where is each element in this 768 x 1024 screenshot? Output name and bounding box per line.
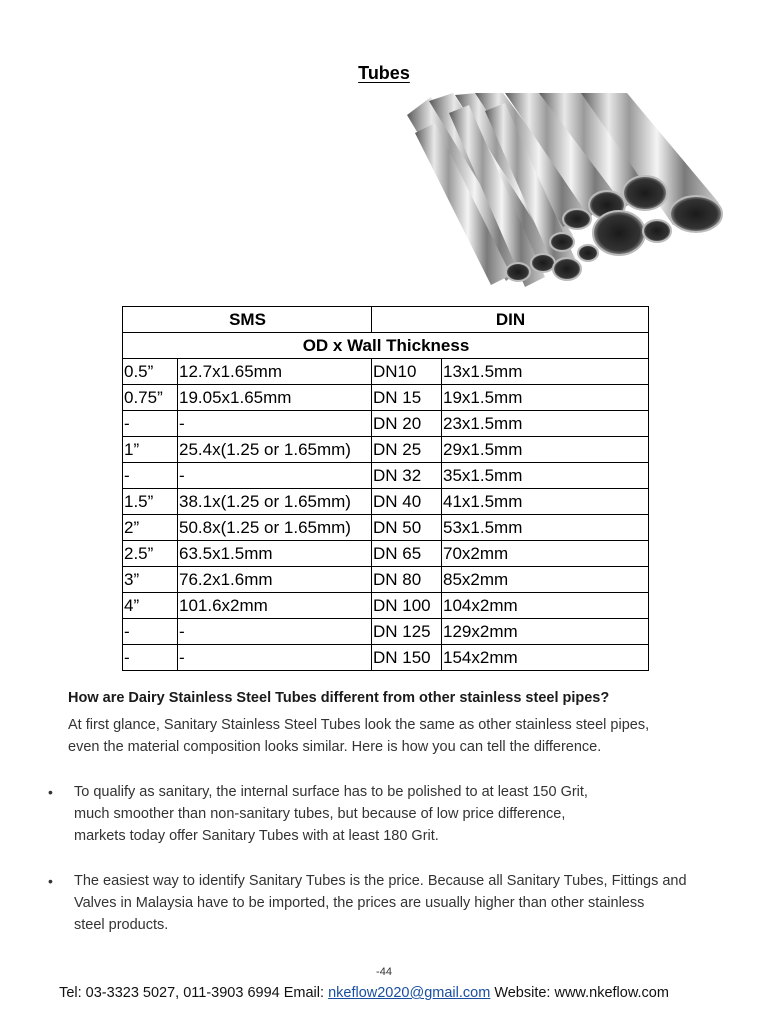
sms-size-cell: - [123, 411, 178, 437]
sms-od-wall-cell: 38.1x(1.25 or 1.65mm) [178, 489, 372, 515]
din-size-cell: DN 32 [372, 463, 442, 489]
sms-od-wall-cell: 12.7x1.65mm [178, 359, 372, 385]
sms-od-wall-cell: - [178, 619, 372, 645]
din-size-cell: DN 80 [372, 567, 442, 593]
din-size-cell: DN 100 [372, 593, 442, 619]
sms-od-wall-cell: - [178, 411, 372, 437]
sms-od-wall-cell: 25.4x(1.25 or 1.65mm) [178, 437, 372, 463]
table-row [123, 619, 649, 645]
din-od-wall-cell: 23x1.5mm [442, 411, 649, 437]
din-od-wall-cell: 154x2mm [442, 645, 649, 671]
table-row [123, 567, 649, 593]
sms-size-cell: 3” [123, 567, 178, 593]
din-size-cell: DN 20 [372, 411, 442, 437]
bullet-list [48, 870, 748, 936]
din-size-cell: DN 25 [372, 437, 442, 463]
din-size-cell: DN 150 [372, 645, 442, 671]
table-row [123, 593, 649, 619]
bullet-list [48, 781, 748, 847]
din-size-cell: DN 50 [372, 515, 442, 541]
bullet-icon: • [48, 784, 53, 800]
intro-line: At first glance, Sanitary Stainless Steel Tubes look the same as other stainless steel pipes, [68, 717, 650, 733]
table-row [123, 541, 649, 567]
table-row [123, 515, 649, 541]
intro-paragraph [68, 714, 748, 758]
din-od-wall-cell: 70x2mm [442, 541, 649, 567]
sms-size-cell: - [123, 619, 178, 645]
sms-od-wall-cell: 50.8x(1.25 or 1.65mm) [178, 515, 372, 541]
din-od-wall-cell: 19x1.5mm [442, 385, 649, 411]
section-heading: How are Dairy Stainless Steel Tubes different from other stainless steel pipes? [68, 690, 610, 706]
sms-od-wall-cell: 101.6x2mm [178, 593, 372, 619]
footer-tel: Tel: 03-3323 5027, 011-3903 6994 Email: [59, 985, 325, 1001]
din-od-wall-cell: 29x1.5mm [442, 437, 649, 463]
sms-size-cell: 0.5” [123, 359, 178, 385]
list-item [48, 781, 748, 847]
sms-od-wall-cell: 76.2x1.6mm [178, 567, 372, 593]
table-row [123, 385, 649, 411]
table-row [123, 463, 649, 489]
sms-size-cell: 0.75” [123, 385, 178, 411]
sms-size-cell: 2.5” [123, 541, 178, 567]
page-title: Tubes [358, 63, 410, 83]
page-number: -44 [376, 966, 392, 978]
bullet-line: Valves in Malaysia have to be imported, the prices are usually higher than other stainless [74, 895, 645, 911]
din-od-wall-cell: 104x2mm [442, 593, 649, 619]
din-size-cell: DN10 [372, 359, 442, 385]
sms-od-wall-cell: 19.05x1.65mm [178, 385, 372, 411]
bullet-line: To qualify as sanitary, the internal surface has to be polished to at least 150 Grit, [74, 784, 588, 800]
sms-size-cell: - [123, 463, 178, 489]
bullet-line: markets today offer Sanitary Tubes with at least 180 Grit. [74, 828, 439, 844]
table-row [123, 359, 649, 385]
sms-size-cell: 1.5” [123, 489, 178, 515]
table-row [123, 645, 649, 671]
footer-website: Website: www.nkeflow.com [494, 985, 669, 1001]
bullet-line: The easiest way to identify Sanitary Tubes is the price. Because all Sanitary Tubes, Fittings and [74, 873, 687, 889]
din-size-cell: DN 15 [372, 385, 442, 411]
din-od-wall-cell: 129x2mm [442, 619, 649, 645]
email-link[interactable]: nkeflow2020@gmail.com [328, 985, 491, 1001]
sms-size-cell: 1” [123, 437, 178, 463]
din-size-cell: DN 40 [372, 489, 442, 515]
list-item [48, 870, 748, 936]
od-wall-thickness-header: OD x Wall Thickness [123, 333, 649, 359]
bullet-icon: • [48, 873, 53, 889]
din-header: DIN [372, 307, 649, 333]
din-od-wall-cell: 35x1.5mm [442, 463, 649, 489]
table-subheader-row [123, 333, 649, 359]
intro-line: even the material composition looks similar. Here is how you can tell the difference. [68, 739, 602, 755]
bullet-line: much smoother than non-sanitary tubes, but because of low price difference, [74, 806, 566, 822]
din-od-wall-cell: 53x1.5mm [442, 515, 649, 541]
sms-od-wall-cell: 63.5x1.5mm [178, 541, 372, 567]
sms-size-cell: 2” [123, 515, 178, 541]
din-size-cell: DN 65 [372, 541, 442, 567]
din-od-wall-cell: 41x1.5mm [442, 489, 649, 515]
table-row [123, 437, 649, 463]
din-od-wall-cell: 13x1.5mm [442, 359, 649, 385]
sms-header: SMS [123, 307, 372, 333]
table-header-row [123, 307, 649, 333]
table-row [123, 489, 649, 515]
sms-od-wall-cell: - [178, 463, 372, 489]
sms-size-cell: 4” [123, 593, 178, 619]
sms-size-cell: - [123, 645, 178, 671]
din-size-cell: DN 125 [372, 619, 442, 645]
sms-od-wall-cell: - [178, 645, 372, 671]
stainless-steel-tubes-image [405, 93, 727, 291]
din-od-wall-cell: 85x2mm [442, 567, 649, 593]
table-row [123, 411, 649, 437]
contact-footer [0, 985, 728, 1001]
tube-size-table [122, 306, 649, 671]
bullet-line: steel products. [74, 917, 169, 933]
